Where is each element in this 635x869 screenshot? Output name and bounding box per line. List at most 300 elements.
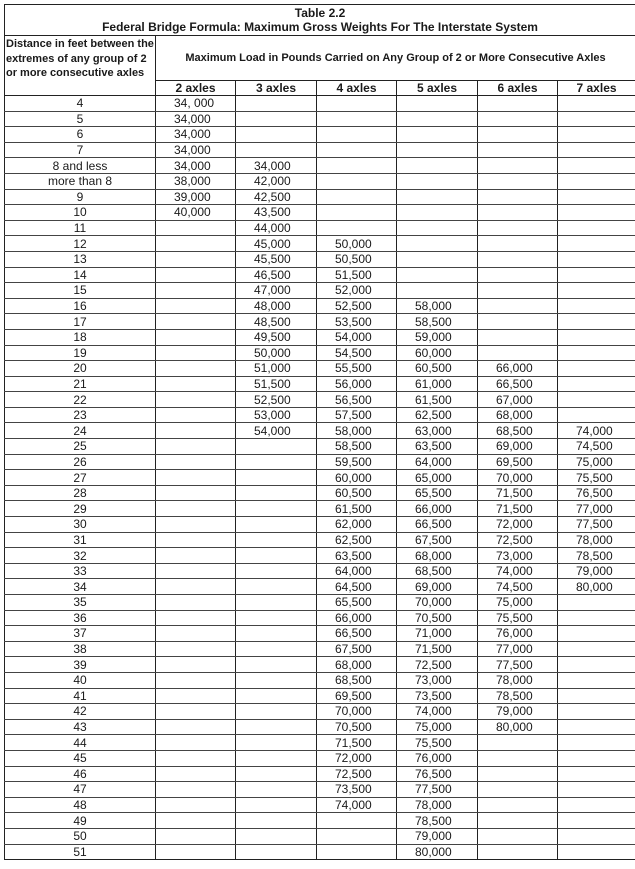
weight-cell-7-axles <box>558 595 635 611</box>
weight-cell-4-axles <box>317 220 397 236</box>
table-row <box>5 813 635 829</box>
weight-cell-5-axles <box>397 96 478 112</box>
distance-cell: 47 <box>5 782 156 798</box>
distance-cell: 12 <box>5 236 156 252</box>
distance-cell: more than 8 <box>5 173 156 189</box>
weight-cell-4-axles: 57,500 <box>317 407 397 423</box>
table-row <box>5 672 635 688</box>
distance-cell: 30 <box>5 517 156 533</box>
weight-cell-6-axles <box>478 142 558 158</box>
weight-cell-4-axles: 65,500 <box>317 595 397 611</box>
table-title-cell <box>5 5 635 36</box>
weight-cell-6-axles: 74,000 <box>478 563 558 579</box>
weight-cell-6-axles: 66,500 <box>478 376 558 392</box>
weight-cell-2-axles <box>156 766 236 782</box>
weight-cell-3-axles <box>236 766 317 782</box>
weight-cell-6-axles: 69,500 <box>478 454 558 470</box>
distance-cell: 18 <box>5 329 156 345</box>
weight-cell-7-axles: 75,000 <box>558 454 635 470</box>
weight-cell-3-axles <box>236 517 317 533</box>
weight-cell-2-axles: 34,000 <box>156 158 236 174</box>
weight-cell-5-axles: 76,500 <box>397 766 478 782</box>
weight-cell-3-axles: 53,000 <box>236 407 317 423</box>
table-row <box>5 828 635 844</box>
weight-cell-4-axles: 62,000 <box>317 517 397 533</box>
weight-cell-7-axles <box>558 329 635 345</box>
weight-cell-7-axles <box>558 220 635 236</box>
axle-header-6: 6 axles <box>478 81 558 96</box>
weight-cell-6-axles: 76,000 <box>478 626 558 642</box>
weight-cell-5-axles <box>397 142 478 158</box>
weight-cell-3-axles: 48,500 <box>236 314 317 330</box>
table-row <box>5 298 635 314</box>
weight-cell-2-axles: 34, 000 <box>156 96 236 112</box>
distance-cell: 34 <box>5 579 156 595</box>
weight-cell-4-axles: 74,000 <box>317 797 397 813</box>
weight-cell-4-axles: 50,000 <box>317 236 397 252</box>
weight-cell-4-axles: 66,500 <box>317 626 397 642</box>
distance-cell: 25 <box>5 439 156 455</box>
table-row <box>5 220 635 236</box>
weight-cell-5-axles: 79,000 <box>397 828 478 844</box>
weight-cell-3-axles <box>236 641 317 657</box>
distance-cell: 51 <box>5 844 156 860</box>
weight-cell-6-axles: 67,000 <box>478 392 558 408</box>
weight-cell-7-axles: 76,500 <box>558 485 635 501</box>
weight-cell-6-axles <box>478 220 558 236</box>
weight-cell-4-axles: 68,500 <box>317 672 397 688</box>
weight-cell-7-axles <box>558 641 635 657</box>
weight-cell-4-axles: 70,500 <box>317 719 397 735</box>
weight-cell-4-axles <box>317 158 397 174</box>
weight-cell-3-axles <box>236 595 317 611</box>
weight-cell-3-axles <box>236 439 317 455</box>
distance-cell: 15 <box>5 283 156 299</box>
distance-cell: 22 <box>5 392 156 408</box>
weight-cell-5-axles: 75,500 <box>397 735 478 751</box>
distance-cell: 42 <box>5 704 156 720</box>
weight-cell-2-axles <box>156 782 236 798</box>
weight-cell-4-axles <box>317 189 397 205</box>
weight-cell-7-axles <box>558 345 635 361</box>
weight-cell-7-axles <box>558 719 635 735</box>
weight-cell-4-axles: 52,000 <box>317 283 397 299</box>
weight-cell-2-axles <box>156 345 236 361</box>
distance-cell: 13 <box>5 251 156 267</box>
weight-cell-2-axles <box>156 688 236 704</box>
weight-cell-2-axles <box>156 579 236 595</box>
weight-cell-2-axles <box>156 220 236 236</box>
weight-cell-4-axles: 56,000 <box>317 376 397 392</box>
weight-cell-5-axles <box>397 158 478 174</box>
weight-cell-2-axles <box>156 267 236 283</box>
table-row <box>5 704 635 720</box>
weight-cell-3-axles: 52,500 <box>236 392 317 408</box>
weight-cell-3-axles: 50,000 <box>236 345 317 361</box>
bridge-formula-table-container <box>4 4 635 860</box>
weight-cell-4-axles <box>317 96 397 112</box>
weight-cell-3-axles <box>236 532 317 548</box>
distance-cell: 38 <box>5 641 156 657</box>
weight-cell-6-axles <box>478 205 558 221</box>
table-row <box>5 626 635 642</box>
table-row <box>5 267 635 283</box>
weight-cell-2-axles <box>156 672 236 688</box>
weight-cell-3-axles: 44,000 <box>236 220 317 236</box>
table-row <box>5 158 635 174</box>
table-row <box>5 189 635 205</box>
weight-cell-2-axles <box>156 563 236 579</box>
table-row <box>5 610 635 626</box>
weight-cell-7-axles <box>558 283 635 299</box>
weight-cell-2-axles <box>156 797 236 813</box>
weight-cell-6-axles <box>478 173 558 189</box>
weight-cell-4-axles: 54,000 <box>317 329 397 345</box>
weight-cell-5-axles: 60,500 <box>397 361 478 377</box>
weight-cell-3-axles <box>236 454 317 470</box>
weight-cell-3-axles <box>236 797 317 813</box>
weight-cell-3-axles <box>236 626 317 642</box>
weight-cell-6-axles <box>478 766 558 782</box>
weight-cell-4-axles: 58,000 <box>317 423 397 439</box>
distance-cell: 7 <box>5 142 156 158</box>
distance-cell: 26 <box>5 454 156 470</box>
weight-cell-7-axles <box>558 782 635 798</box>
weight-cell-5-axles <box>397 267 478 283</box>
weight-cell-3-axles <box>236 610 317 626</box>
weight-cell-3-axles: 49,500 <box>236 329 317 345</box>
distance-cell: 29 <box>5 501 156 517</box>
distance-cell: 32 <box>5 548 156 564</box>
weight-cell-6-axles <box>478 127 558 143</box>
weight-cell-5-axles: 69,000 <box>397 579 478 595</box>
weight-cell-3-axles: 34,000 <box>236 158 317 174</box>
weight-cell-6-axles: 70,000 <box>478 470 558 486</box>
weight-cell-4-axles: 64,500 <box>317 579 397 595</box>
weight-cell-7-axles <box>558 314 635 330</box>
table-row <box>5 329 635 345</box>
weight-cell-6-axles: 75,000 <box>478 595 558 611</box>
weight-cell-6-axles: 72,500 <box>478 532 558 548</box>
weight-cell-6-axles: 75,500 <box>478 610 558 626</box>
distance-cell: 16 <box>5 298 156 314</box>
weight-cell-7-axles <box>558 657 635 673</box>
weight-cell-7-axles <box>558 158 635 174</box>
weight-cell-5-axles: 75,000 <box>397 719 478 735</box>
weight-cell-4-axles: 59,500 <box>317 454 397 470</box>
weight-cell-4-axles: 50,500 <box>317 251 397 267</box>
weight-cell-7-axles <box>558 267 635 283</box>
distance-cell: 27 <box>5 470 156 486</box>
table-row <box>5 595 635 611</box>
weight-cell-6-axles: 66,000 <box>478 361 558 377</box>
weight-cell-7-axles <box>558 797 635 813</box>
table-row <box>5 423 635 439</box>
distance-cell: 4 <box>5 96 156 112</box>
weight-cell-2-axles: 38,000 <box>156 173 236 189</box>
distance-cell: 17 <box>5 314 156 330</box>
weight-cell-3-axles <box>236 485 317 501</box>
weight-cell-6-axles: 77,000 <box>478 641 558 657</box>
table-title: Table 2.2 <box>294 6 346 20</box>
weight-cell-2-axles <box>156 595 236 611</box>
weight-cell-2-axles <box>156 329 236 345</box>
weight-cell-4-axles <box>317 828 397 844</box>
weight-cell-6-axles: 68,500 <box>478 423 558 439</box>
weight-cell-5-axles: 59,000 <box>397 329 478 345</box>
distance-cell: 37 <box>5 626 156 642</box>
weight-cell-2-axles <box>156 423 236 439</box>
weight-cell-2-axles <box>156 626 236 642</box>
table-row <box>5 641 635 657</box>
weight-cell-5-axles: 58,500 <box>397 314 478 330</box>
weight-cell-7-axles <box>558 205 635 221</box>
weight-cell-5-axles: 70,000 <box>397 595 478 611</box>
weight-cell-6-axles <box>478 96 558 112</box>
weight-cell-4-axles: 64,000 <box>317 563 397 579</box>
distance-cell: 10 <box>5 205 156 221</box>
distance-cell: 36 <box>5 610 156 626</box>
weight-cell-4-axles <box>317 111 397 127</box>
table-row <box>5 501 635 517</box>
weight-cell-2-axles <box>156 735 236 751</box>
weight-cell-7-axles <box>558 298 635 314</box>
distance-cell: 19 <box>5 345 156 361</box>
weight-cell-5-axles <box>397 173 478 189</box>
weight-cell-4-axles: 54,500 <box>317 345 397 361</box>
table-row <box>5 407 635 423</box>
weight-cell-6-axles <box>478 750 558 766</box>
weight-cell-6-axles <box>478 782 558 798</box>
table-row <box>5 548 635 564</box>
weight-cell-5-axles: 61,000 <box>397 376 478 392</box>
weight-cell-5-axles: 60,000 <box>397 345 478 361</box>
table-row <box>5 735 635 751</box>
weight-cell-2-axles <box>156 376 236 392</box>
weight-cell-7-axles <box>558 813 635 829</box>
weight-cell-7-axles <box>558 626 635 642</box>
weight-cell-2-axles <box>156 532 236 548</box>
weight-cell-3-axles <box>236 828 317 844</box>
weight-cell-5-axles: 76,000 <box>397 750 478 766</box>
weight-cell-7-axles: 77,500 <box>558 517 635 533</box>
weight-cell-7-axles <box>558 766 635 782</box>
weight-cell-5-axles: 71,000 <box>397 626 478 642</box>
distance-cell: 20 <box>5 361 156 377</box>
weight-cell-3-axles <box>236 813 317 829</box>
weight-cell-2-axles <box>156 704 236 720</box>
weight-cell-4-axles: 73,500 <box>317 782 397 798</box>
weight-cell-7-axles: 74,000 <box>558 423 635 439</box>
weight-cell-6-axles <box>478 189 558 205</box>
weight-cell-2-axles <box>156 641 236 657</box>
weight-cell-7-axles <box>558 376 635 392</box>
weight-cell-3-axles: 45,000 <box>236 236 317 252</box>
weight-cell-4-axles: 61,500 <box>317 501 397 517</box>
weight-cell-4-axles: 72,000 <box>317 750 397 766</box>
weight-cell-7-axles <box>558 111 635 127</box>
table-body <box>5 96 635 860</box>
distance-cell: 45 <box>5 750 156 766</box>
weight-cell-5-axles: 62,500 <box>397 407 478 423</box>
distance-cell: 41 <box>5 688 156 704</box>
distance-cell: 48 <box>5 797 156 813</box>
weight-cell-3-axles <box>236 657 317 673</box>
table-row <box>5 205 635 221</box>
weight-cell-7-axles <box>558 236 635 252</box>
weight-cell-4-axles: 69,500 <box>317 688 397 704</box>
weight-cell-2-axles <box>156 813 236 829</box>
weight-cell-6-axles: 71,500 <box>478 485 558 501</box>
table-subtitle: Federal Bridge Formula: Maximum Gross Weights For The Interstate System <box>102 20 538 34</box>
table-row <box>5 173 635 189</box>
distance-cell: 33 <box>5 563 156 579</box>
weight-cell-7-axles <box>558 610 635 626</box>
weight-cell-7-axles <box>558 704 635 720</box>
weight-cell-4-axles: 51,500 <box>317 267 397 283</box>
weight-cell-3-axles: 42,500 <box>236 189 317 205</box>
table-row <box>5 657 635 673</box>
axle-header-2: 2 axles <box>156 81 236 96</box>
weight-cell-3-axles: 46,500 <box>236 267 317 283</box>
axle-header-4: 4 axles <box>317 81 397 96</box>
weight-cell-4-axles: 60,500 <box>317 485 397 501</box>
weight-cell-4-axles <box>317 813 397 829</box>
weight-cell-6-axles: 72,000 <box>478 517 558 533</box>
weight-cell-6-axles: 77,500 <box>478 657 558 673</box>
weight-cell-3-axles: 47,000 <box>236 283 317 299</box>
weight-cell-3-axles: 45,500 <box>236 251 317 267</box>
weight-cell-2-axles <box>156 407 236 423</box>
weight-cell-7-axles: 75,500 <box>558 470 635 486</box>
weight-cell-2-axles: 39,000 <box>156 189 236 205</box>
weight-cell-4-axles: 56,500 <box>317 392 397 408</box>
weight-cell-2-axles: 34,000 <box>156 142 236 158</box>
weight-cell-7-axles <box>558 127 635 143</box>
table-row <box>5 532 635 548</box>
weight-cell-2-axles <box>156 298 236 314</box>
weight-cell-7-axles <box>558 251 635 267</box>
table-row <box>5 345 635 361</box>
distance-cell: 39 <box>5 657 156 673</box>
weight-cell-7-axles: 77,000 <box>558 501 635 517</box>
weight-cell-3-axles <box>236 142 317 158</box>
table-row <box>5 439 635 455</box>
weight-cell-6-axles <box>478 813 558 829</box>
weight-cell-7-axles <box>558 173 635 189</box>
table-row <box>5 782 635 798</box>
weight-cell-3-axles <box>236 735 317 751</box>
weight-cell-7-axles <box>558 189 635 205</box>
weight-cell-6-axles <box>478 298 558 314</box>
weight-cell-5-axles: 67,500 <box>397 532 478 548</box>
weight-cell-4-axles <box>317 844 397 860</box>
weight-cell-3-axles <box>236 719 317 735</box>
weight-cell-6-axles <box>478 236 558 252</box>
weight-cell-4-axles: 71,500 <box>317 735 397 751</box>
table-row <box>5 361 635 377</box>
weight-cell-3-axles: 51,500 <box>236 376 317 392</box>
distance-cell: 49 <box>5 813 156 829</box>
distance-cell: 50 <box>5 828 156 844</box>
max-load-header: Maximum Load in Pounds Carried on Any Group of 2 or More Consecutive Axles <box>156 36 635 81</box>
weight-cell-5-axles: 63,500 <box>397 439 478 455</box>
weight-cell-7-axles <box>558 142 635 158</box>
weight-cell-5-axles: 72,500 <box>397 657 478 673</box>
table-row <box>5 797 635 813</box>
weight-cell-6-axles <box>478 111 558 127</box>
weight-cell-4-axles: 62,500 <box>317 532 397 548</box>
weight-cell-3-axles: 51,000 <box>236 361 317 377</box>
weight-cell-5-axles <box>397 251 478 267</box>
table-row <box>5 376 635 392</box>
weight-cell-7-axles: 80,000 <box>558 579 635 595</box>
weight-cell-7-axles: 79,000 <box>558 563 635 579</box>
table-row <box>5 454 635 470</box>
distance-cell: 23 <box>5 407 156 423</box>
weight-cell-2-axles <box>156 439 236 455</box>
weight-cell-7-axles <box>558 361 635 377</box>
axle-header-7: 7 axles <box>558 81 635 96</box>
weight-cell-5-axles: 71,500 <box>397 641 478 657</box>
axle-header-5: 5 axles <box>397 81 478 96</box>
table-row <box>5 844 635 860</box>
weight-cell-2-axles <box>156 283 236 299</box>
weight-cell-3-axles <box>236 563 317 579</box>
weight-cell-6-axles: 74,500 <box>478 579 558 595</box>
weight-cell-5-axles <box>397 189 478 205</box>
distance-cell: 28 <box>5 485 156 501</box>
weight-cell-3-axles: 48,000 <box>236 298 317 314</box>
weight-cell-7-axles <box>558 407 635 423</box>
weight-cell-6-axles <box>478 329 558 345</box>
table-row <box>5 283 635 299</box>
table-row <box>5 142 635 158</box>
weight-cell-2-axles <box>156 750 236 766</box>
weight-cell-3-axles <box>236 501 317 517</box>
weight-cell-5-axles: 58,000 <box>397 298 478 314</box>
weight-cell-4-axles: 68,000 <box>317 657 397 673</box>
weight-cell-5-axles <box>397 127 478 143</box>
weight-cell-3-axles <box>236 782 317 798</box>
weight-cell-7-axles <box>558 672 635 688</box>
table-row <box>5 485 635 501</box>
distance-cell: 11 <box>5 220 156 236</box>
weight-cell-5-axles: 78,000 <box>397 797 478 813</box>
distance-cell: 21 <box>5 376 156 392</box>
weight-cell-5-axles: 63,000 <box>397 423 478 439</box>
weight-cell-6-axles: 71,500 <box>478 501 558 517</box>
table-row <box>5 127 635 143</box>
weight-cell-4-axles: 60,000 <box>317 470 397 486</box>
weight-cell-4-axles: 52,500 <box>317 298 397 314</box>
weight-cell-7-axles: 78,000 <box>558 532 635 548</box>
weight-cell-2-axles <box>156 844 236 860</box>
weight-cell-5-axles: 78,500 <box>397 813 478 829</box>
distance-cell: 40 <box>5 672 156 688</box>
weight-cell-6-axles <box>478 844 558 860</box>
distance-cell: 44 <box>5 735 156 751</box>
weight-cell-2-axles <box>156 501 236 517</box>
weight-cell-2-axles <box>156 236 236 252</box>
weight-cell-5-axles: 80,000 <box>397 844 478 860</box>
weight-cell-4-axles <box>317 173 397 189</box>
weight-cell-2-axles <box>156 470 236 486</box>
weight-cell-6-axles <box>478 314 558 330</box>
weight-cell-4-axles: 72,500 <box>317 766 397 782</box>
weight-cell-3-axles <box>236 111 317 127</box>
weight-cell-2-axles <box>156 454 236 470</box>
